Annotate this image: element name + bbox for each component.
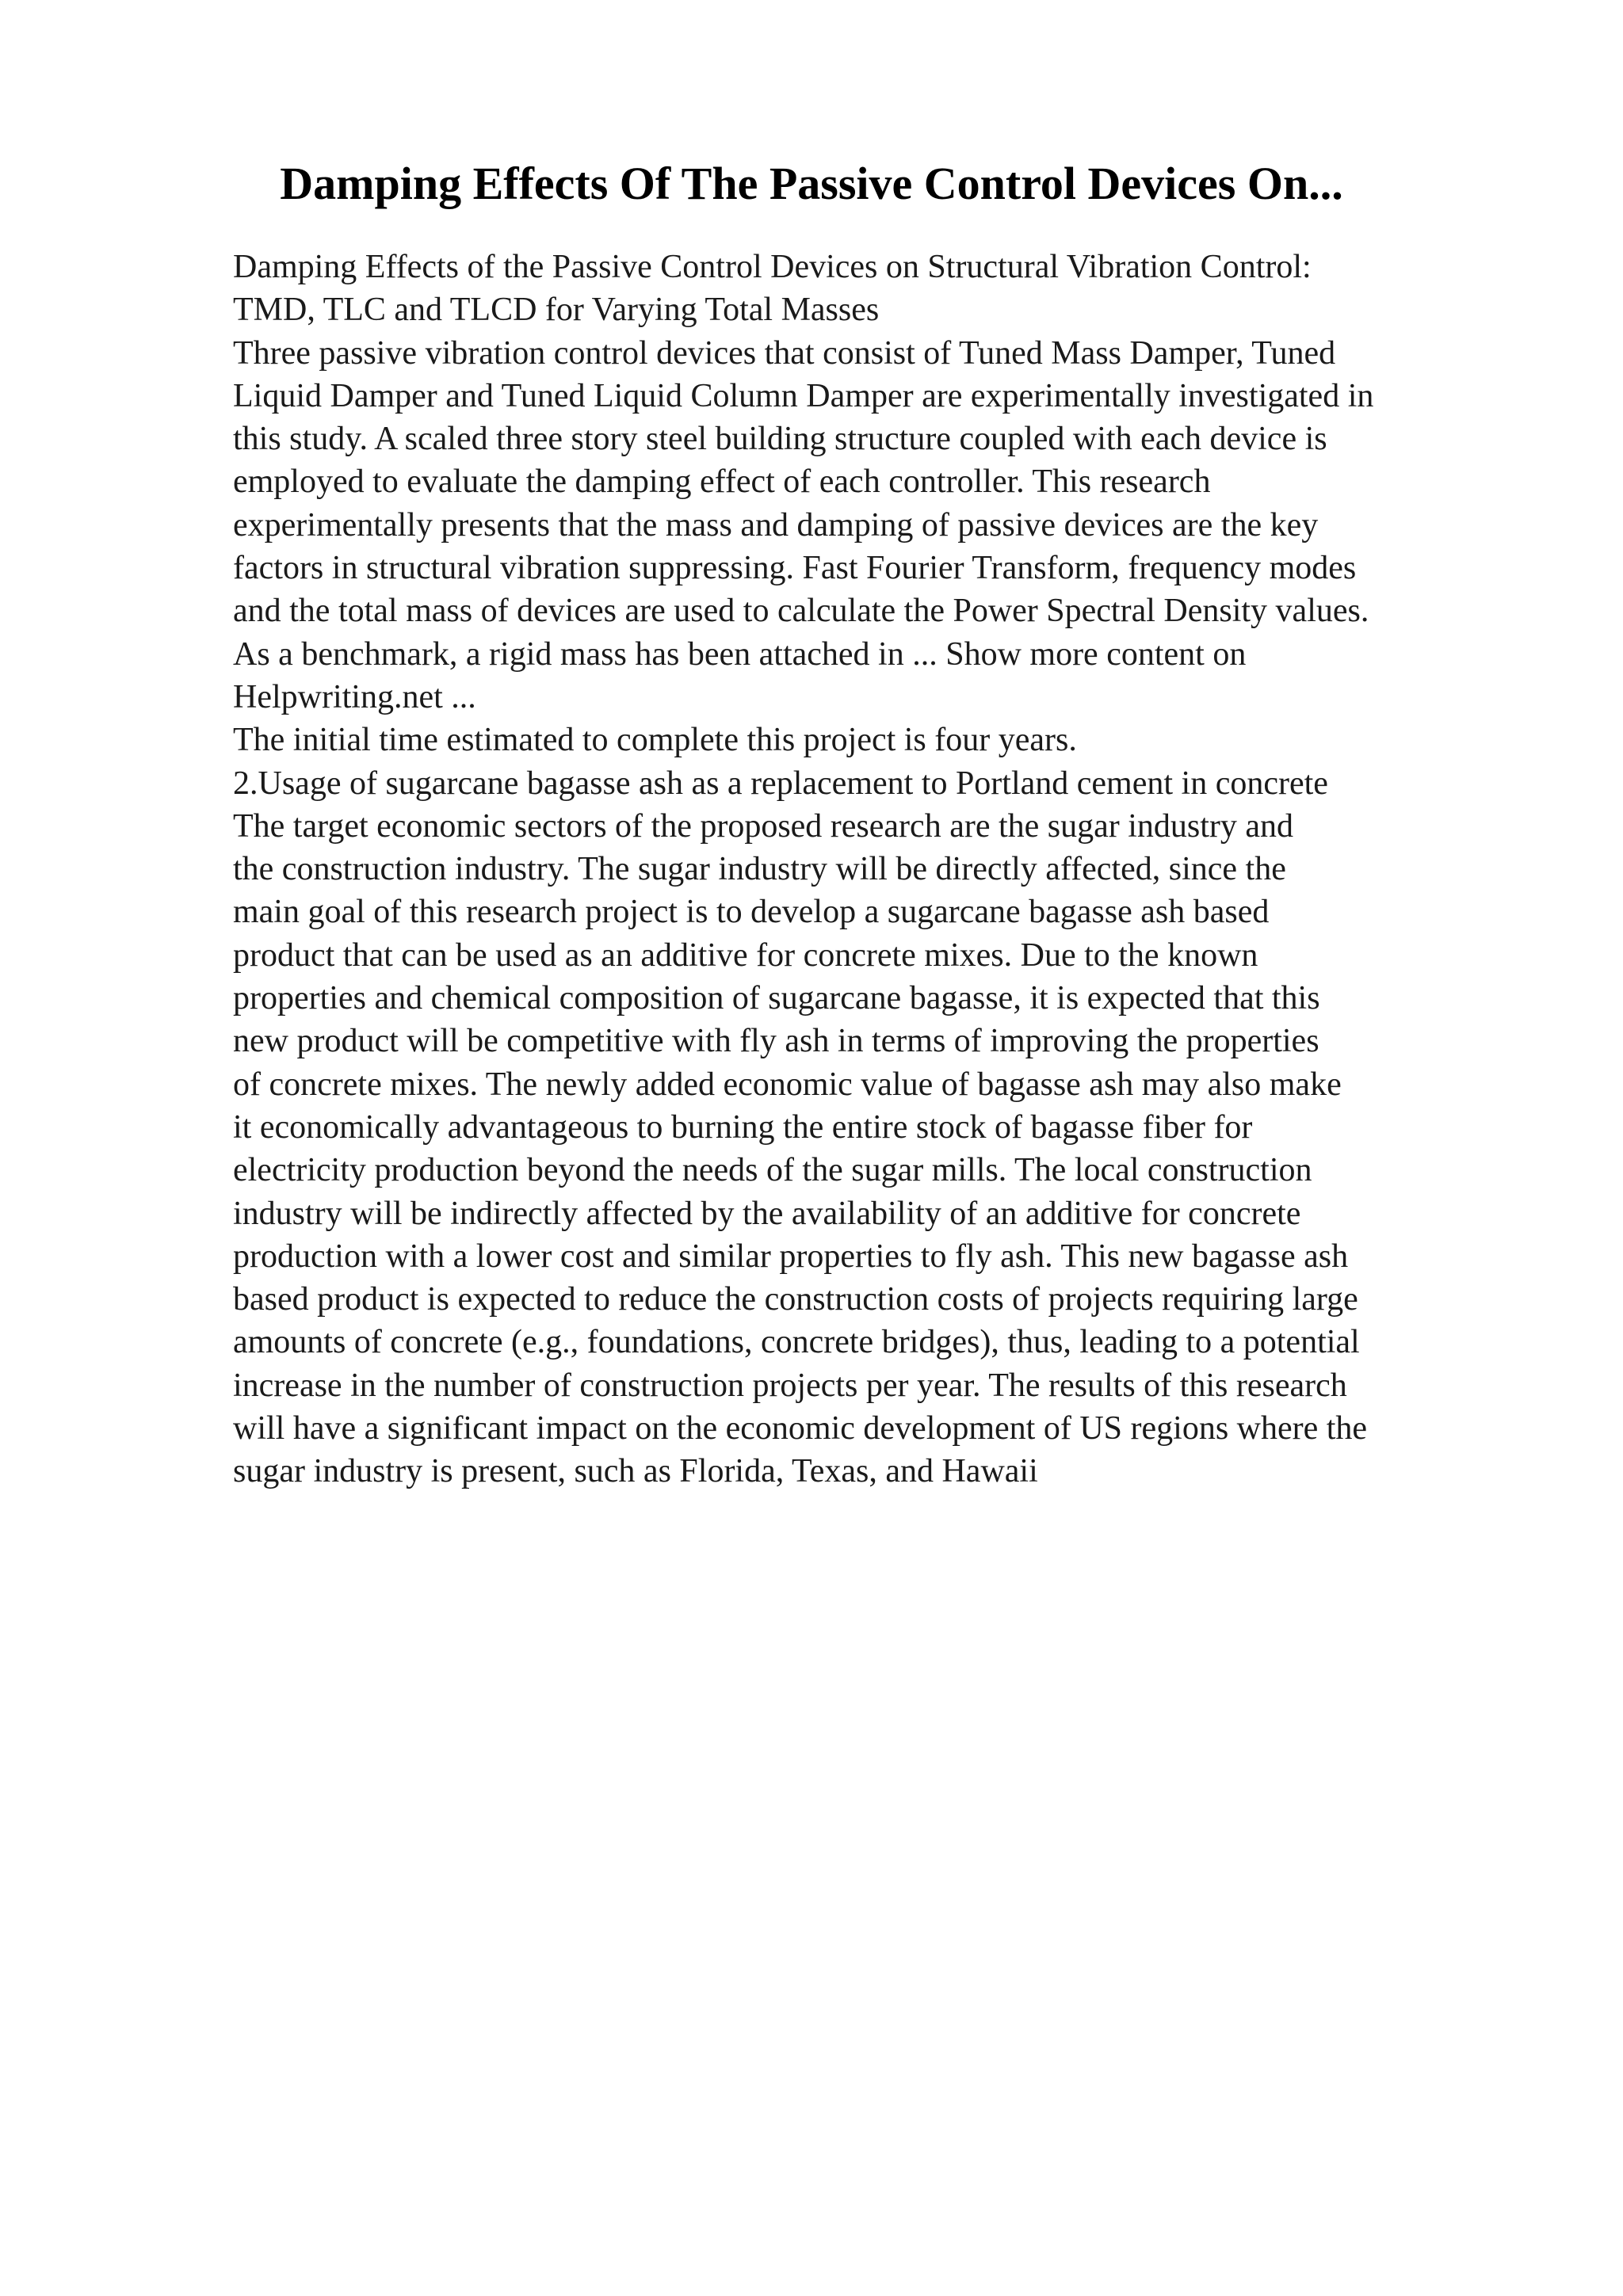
body-line: industry will be indirectly affected by the availability of an additive for concrete	[233, 1195, 1301, 1232]
body-line: The initial time estimated to complete this project is four years.	[233, 722, 1077, 759]
body-line: TMD, TLC and TLCD for Varying Total Masses	[233, 292, 880, 329]
body-line: Helpwriting.net ...	[233, 678, 476, 715]
body-line: main goal of this research project is to develop a sugarcane bagasse ash based	[233, 894, 1270, 931]
body-line: of concrete mixes. The newly added economic value of bagasse ash may also make	[233, 1066, 1342, 1103]
body-line: product that can be used as an additive for concrete mixes. Due to the known	[233, 936, 1258, 974]
body-line: it economically advantageous to burning the entire stock of bagasse fiber for	[233, 1108, 1253, 1146]
body-line: based product is expected to reduce the construction costs of projects requiring large	[233, 1281, 1358, 1318]
body-line: amounts of concrete (e.g., foundations, concrete bridges), thus, leading to a potential	[233, 1324, 1360, 1361]
body-line: Liquid Damper and Tuned Liquid Column Damper are experimentally investigated in	[233, 377, 1374, 414]
body-line: electricity production beyond the needs of the sugar mills. The local construction	[233, 1152, 1312, 1189]
body-line: The target economic sectors of the proposed research are the sugar industry and	[233, 807, 1294, 845]
body-line: and the total mass of devices are used to calculate the Power Spectral Density values.	[233, 593, 1369, 630]
document-body	[233, 246, 1509, 1493]
body-line: Damping Effects of the Passive Control Devices on Structural Vibration Control:	[233, 249, 1312, 285]
body-line: sugar industry is present, such as Florida, Texas, and Hawaii	[233, 1453, 1038, 1490]
body-line: As a benchmark, a rigid mass has been attached in ... Show more content on	[233, 635, 1247, 673]
body-line: increase in the number of construction projects per year. The results of this research	[233, 1367, 1347, 1404]
body-line: production with a lower cost and similar properties to fly ash. This new bagasse ash	[233, 1238, 1349, 1275]
body-line: the construction industry. The sugar industry will be directly affected, since the	[233, 851, 1286, 888]
body-line: Three passive vibration control devices that consist of Tuned Mass Damper, Tuned	[233, 334, 1336, 372]
body-line: new product will be competitive with fly ash in terms of improving the properties	[233, 1023, 1319, 1060]
body-line: factors in structural vibration suppressing. Fast Fourier Transform, frequency modes	[233, 550, 1357, 587]
body-line: properties and chemical composition of sugarcane bagasse, it is expected that this	[233, 980, 1320, 1017]
body-line: 2.Usage of sugarcane bagasse ash as a replacement to Portland cement in concrete	[233, 765, 1328, 802]
body-line: this study. A scaled three story steel building structure coupled with each device is	[233, 421, 1327, 458]
body-line: experimentally presents that the mass and damping of passive devices are the key	[233, 506, 1319, 543]
body-line: employed to evaluate the damping effect of each controller. This research	[233, 463, 1211, 501]
body-line: will have a significant impact on the economic development of US regions where the	[233, 1410, 1368, 1447]
document-title: Damping Effects Of The Passive Control Devices On...	[280, 158, 1343, 209]
